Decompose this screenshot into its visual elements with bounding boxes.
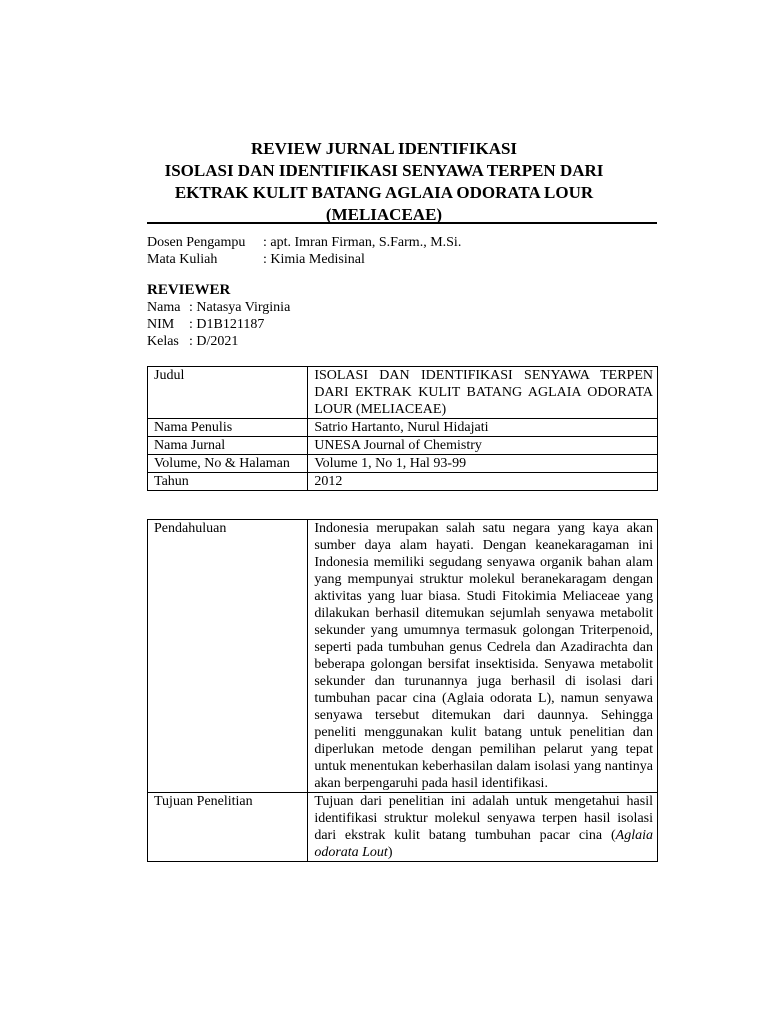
table-row	[148, 437, 658, 455]
reviewer-info	[147, 282, 290, 350]
title-line-3: EKTRAK KULIT BATANG AGLAIA ODORATA LOUR	[174, 183, 594, 202]
journal-info-table	[147, 366, 658, 491]
reviewer-name-label: Nama	[147, 300, 181, 315]
reviewer-name-row	[147, 299, 290, 316]
table-row	[148, 473, 658, 491]
reviewer-name-value: : Natasya Virginia	[189, 300, 291, 315]
judul-label: Judul	[148, 367, 308, 419]
review-content-table	[147, 519, 658, 862]
title-line-1: REVIEW JURNAL IDENTIFIKASI	[250, 139, 518, 158]
table-row	[148, 419, 658, 437]
reviewer-heading: REVIEWER	[147, 282, 231, 298]
reviewer-nim-value: : D1B121187	[189, 317, 265, 332]
matkul-label: Mata Kuliah	[147, 252, 218, 267]
tahun-value: 2012	[308, 473, 658, 491]
dosen-row	[147, 234, 461, 251]
title-line-4: (MELIACEAE)	[325, 205, 443, 224]
tujuan-cell	[308, 793, 658, 862]
tujuan-text: Tujuan dari penelitian ini adalah untuk mengetahui hasil identifikasi struktur molekul senyawa terpen hasil isolasi dari ekstrak kulit batang tumbuhan pacar cina (	[314, 794, 653, 843]
pendahuluan-text: Indonesia merupakan salah satu negara yang kaya akan sumber daya alam hayati. Dengan keanekaragaman ini Indonesia memiliki segudang senyawa organik bahan alam yang mempunyai struktur molekul beranekaragam dengan aktivitas yang luar biasa. Studi Fitokimia Meliaceae yang dilakukan berhasil ditemukan sejumlah senyawa metabolit sekunder yang umumnya termasuk golongan Triterpenoid, seperti pada tumbuhan genus Cedrela dan Azadirachta dan beberapa golongan bersifat insektisida. Senyawa metabolit sekunder dan turunannya juga berhasil di isolasi dari tumbuhan pacar cina (Aglaia odorata L), namun senyawa senyawa tersebut ditemukan dari daunnya. Sehingga peneliti menggunakan kulit batang untuk penelitian dan diperlukan metode dengan pemilihan pelarut yang tepat untuk menentukan keberhasilan dalam isolasi yang nantinya akan berpengaruhi pada hasil identifikasi.	[308, 520, 658, 793]
title-line-2: ISOLASI DAN IDENTIFIKASI SENYAWA TERPEN DARI	[164, 161, 604, 180]
dosen-label: Dosen Pengampu	[147, 235, 246, 250]
reviewer-kelas-value: : D/2021	[189, 334, 239, 349]
course-info	[147, 234, 461, 268]
penulis-value: Satrio Hartanto, Nurul Hidajati	[308, 419, 658, 437]
matkul-value: : Kimia Medisinal	[263, 252, 365, 267]
matkul-row	[147, 251, 461, 268]
volume-label: Volume, No & Halaman	[148, 455, 308, 473]
tujuan-species: Aglaia odorata Lout	[314, 828, 653, 860]
reviewer-kelas-label: Kelas	[147, 334, 179, 349]
tujuan-close: )	[387, 845, 393, 860]
document-title	[120, 138, 648, 226]
reviewer-nim-label: NIM	[147, 317, 175, 332]
jurnal-value: UNESA Journal of Chemistry	[308, 437, 658, 455]
jurnal-label: Nama Jurnal	[148, 437, 308, 455]
reviewer-nim-row	[147, 316, 290, 333]
table-row	[148, 367, 658, 419]
table-row	[148, 455, 658, 473]
judul-value: ISOLASI DAN IDENTIFIKASI SENYAWA TERPEN DARI EKTRAK KULIT BATANG AGLAIA ODORATA LOUR (MELIACEAE)	[308, 367, 658, 419]
tahun-label: Tahun	[148, 473, 308, 491]
dosen-value: : apt. Imran Firman, S.Farm., M.Si.	[263, 235, 462, 250]
table-row	[148, 520, 658, 793]
volume-value: Volume 1, No 1, Hal 93-99	[308, 455, 658, 473]
reviewer-kelas-row	[147, 333, 290, 350]
table-row	[148, 793, 658, 862]
pendahuluan-label: Pendahuluan	[148, 520, 308, 793]
title-divider	[147, 222, 657, 224]
penulis-label: Nama Penulis	[148, 419, 308, 437]
tujuan-label: Tujuan Penelitian	[148, 793, 308, 862]
